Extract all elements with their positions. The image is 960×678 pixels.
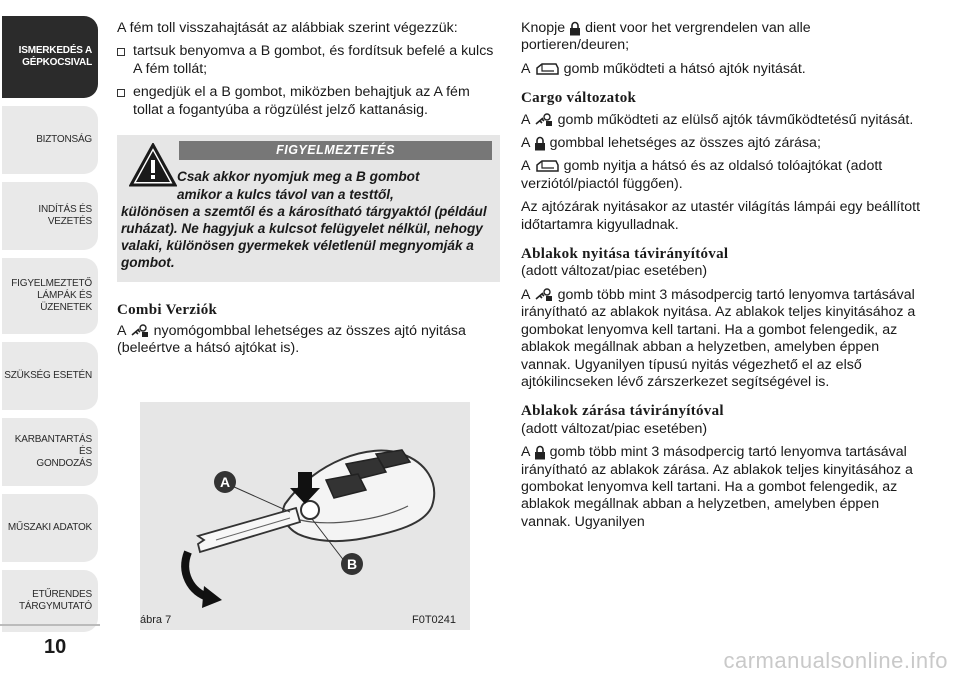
interior-light-paragraph: Az ajtózárak nyitásakor az utastér világítás lámpái egy beállított időtartamra kigyulladnak. [521,199,921,233]
bullet-item: engedjük el a B gombot, miközben behajtjuk az A fém tollat a fogantyúba a rögzülést jelző kattanásig. [117,84,500,119]
window-close-heading: Ablakok zárása távirányítóval [521,403,724,420]
padlock-icon [534,136,546,151]
tab-biztonsag[interactable]: BIZTONSÁG [2,106,98,174]
padlock-icon [534,445,546,460]
cargo-heading: Cargo változatok [521,90,637,107]
tab-szukseg[interactable]: SZÜKSÉG ESETÉN [2,342,98,410]
bullet-item: tartsuk benyomva a B gombot, és fordítsuk befelé a kulcs A fém tollát; [117,43,500,78]
sidebar-divider [0,624,100,626]
window-close-paragraph: A gomb több mint 3 másodpercig tartó lenyomva tartásával irányítható az ablakok zárása. Az ablakok teljes kinyitásához a gombokat lenyomva kell tartani. Ha a gombot felengedik, az ablakok megállnak abban a helyzetben, amelyben éppen vannak. Ugyanilyen [521,444,913,530]
key-unlock-icon [534,288,554,302]
combi-text: A nyomógombbal lehetséges az összes ajtó nyitása (beleértve a hátsó ajtókat is). [117,323,466,357]
watermark: carmanualsonline.info [723,648,948,673]
key-figure [140,402,470,630]
window-open-subtitle: (adott változat/piac esetében) [521,263,708,280]
padlock-icon [569,21,581,36]
cargo-sliding-paragraph: A gomb nyitja a hátsó és az oldalsó tolóajtókat (adott verziótól/piactól függően). [521,158,883,192]
intro-text: A fém toll visszahajtását az alábbiak szerint végezzük: [117,20,458,36]
right-column [521,20,921,537]
window-open-heading: Ablakok nyitása távirányítóval [521,246,729,263]
tab-muszaki[interactable]: MŰSZAKI ADATOK [2,494,98,562]
tab-targymutato[interactable]: ETŰRENDES TÁRGYMUTATÓ [2,570,98,632]
window-open-paragraph: A gomb több mint 3 másodpercig tartó lenyomva tartásával irányítható az ablakok nyitása. Az ablakok teljes kinyitásához a gombokat lenyomva kell tartani. Ha a gombot felengedik, az ablakok megállnak abban a helyzetben, amelyben éppen vannak. Ugyanilyen típusú nyitás végezhető el az első ajtókilincseken lévő zárszerkezet segítségével is. [521,286,916,390]
callout-a: A [219,474,231,490]
page-number: 10 [44,636,67,658]
tab-karbantartas[interactable]: KARBANTARTÁS ÉS GONDOZÁS [2,418,98,486]
key-unlock-icon [130,324,150,338]
key-illustration [140,402,470,630]
warning-triangle-icon [129,143,177,187]
tab-figyelmezteto[interactable]: FIGYELMEZTETŐ LÁMPÁK ÉS ÜZENETEK [2,258,98,334]
left-column [117,20,500,364]
checkbox-bullet-icon [117,48,125,56]
figure-caption: ábra 7 [140,614,172,626]
combi-heading: Combi Verziók [117,301,218,318]
warning-title: FIGYELMEZTETÉS [179,141,492,160]
callout-b: B [346,556,358,572]
trunk-paragraph: A gomb működteti a hátsó ajtók nyitását. [521,60,806,77]
warning-text: Csak akkor nyomjuk meg a B gombot amikor a kulcs távol van a testtől, különösen a szemtől és a károsítható tárgyaktól (például ruházat). Ne hagyjuk a kulcsot felügyelet nélkül, nehogy valaki, különösen gyermekek véletlenül megnyomják a gombot. [121,169,487,271]
lock-paragraph: Knopje dient voor het vergrendelen van alle portieren/deuren; [521,20,811,54]
tab-inditas[interactable]: INDÍTÁS ÉS VEZETÉS [2,182,98,250]
tab-ismerkedes[interactable]: ISMERKEDÉS A GÉPKOCSIVAL [2,16,98,98]
key-unlock-icon [534,113,554,127]
cargo-lock-paragraph: A gombbal lehetséges az összes ajtó zárása; [521,135,821,152]
tailgate-icon [534,62,560,77]
checkbox-bullet-icon [117,89,125,97]
window-close-subtitle: (adott változat/piac esetében) [521,420,708,437]
tailgate-icon [534,159,560,174]
warning-box [117,135,500,282]
cargo-front-paragraph: A gomb működteti az elülső ajtók távműködtetésű nyitását. [521,111,914,128]
figure-code: F0T0241 [412,614,457,626]
